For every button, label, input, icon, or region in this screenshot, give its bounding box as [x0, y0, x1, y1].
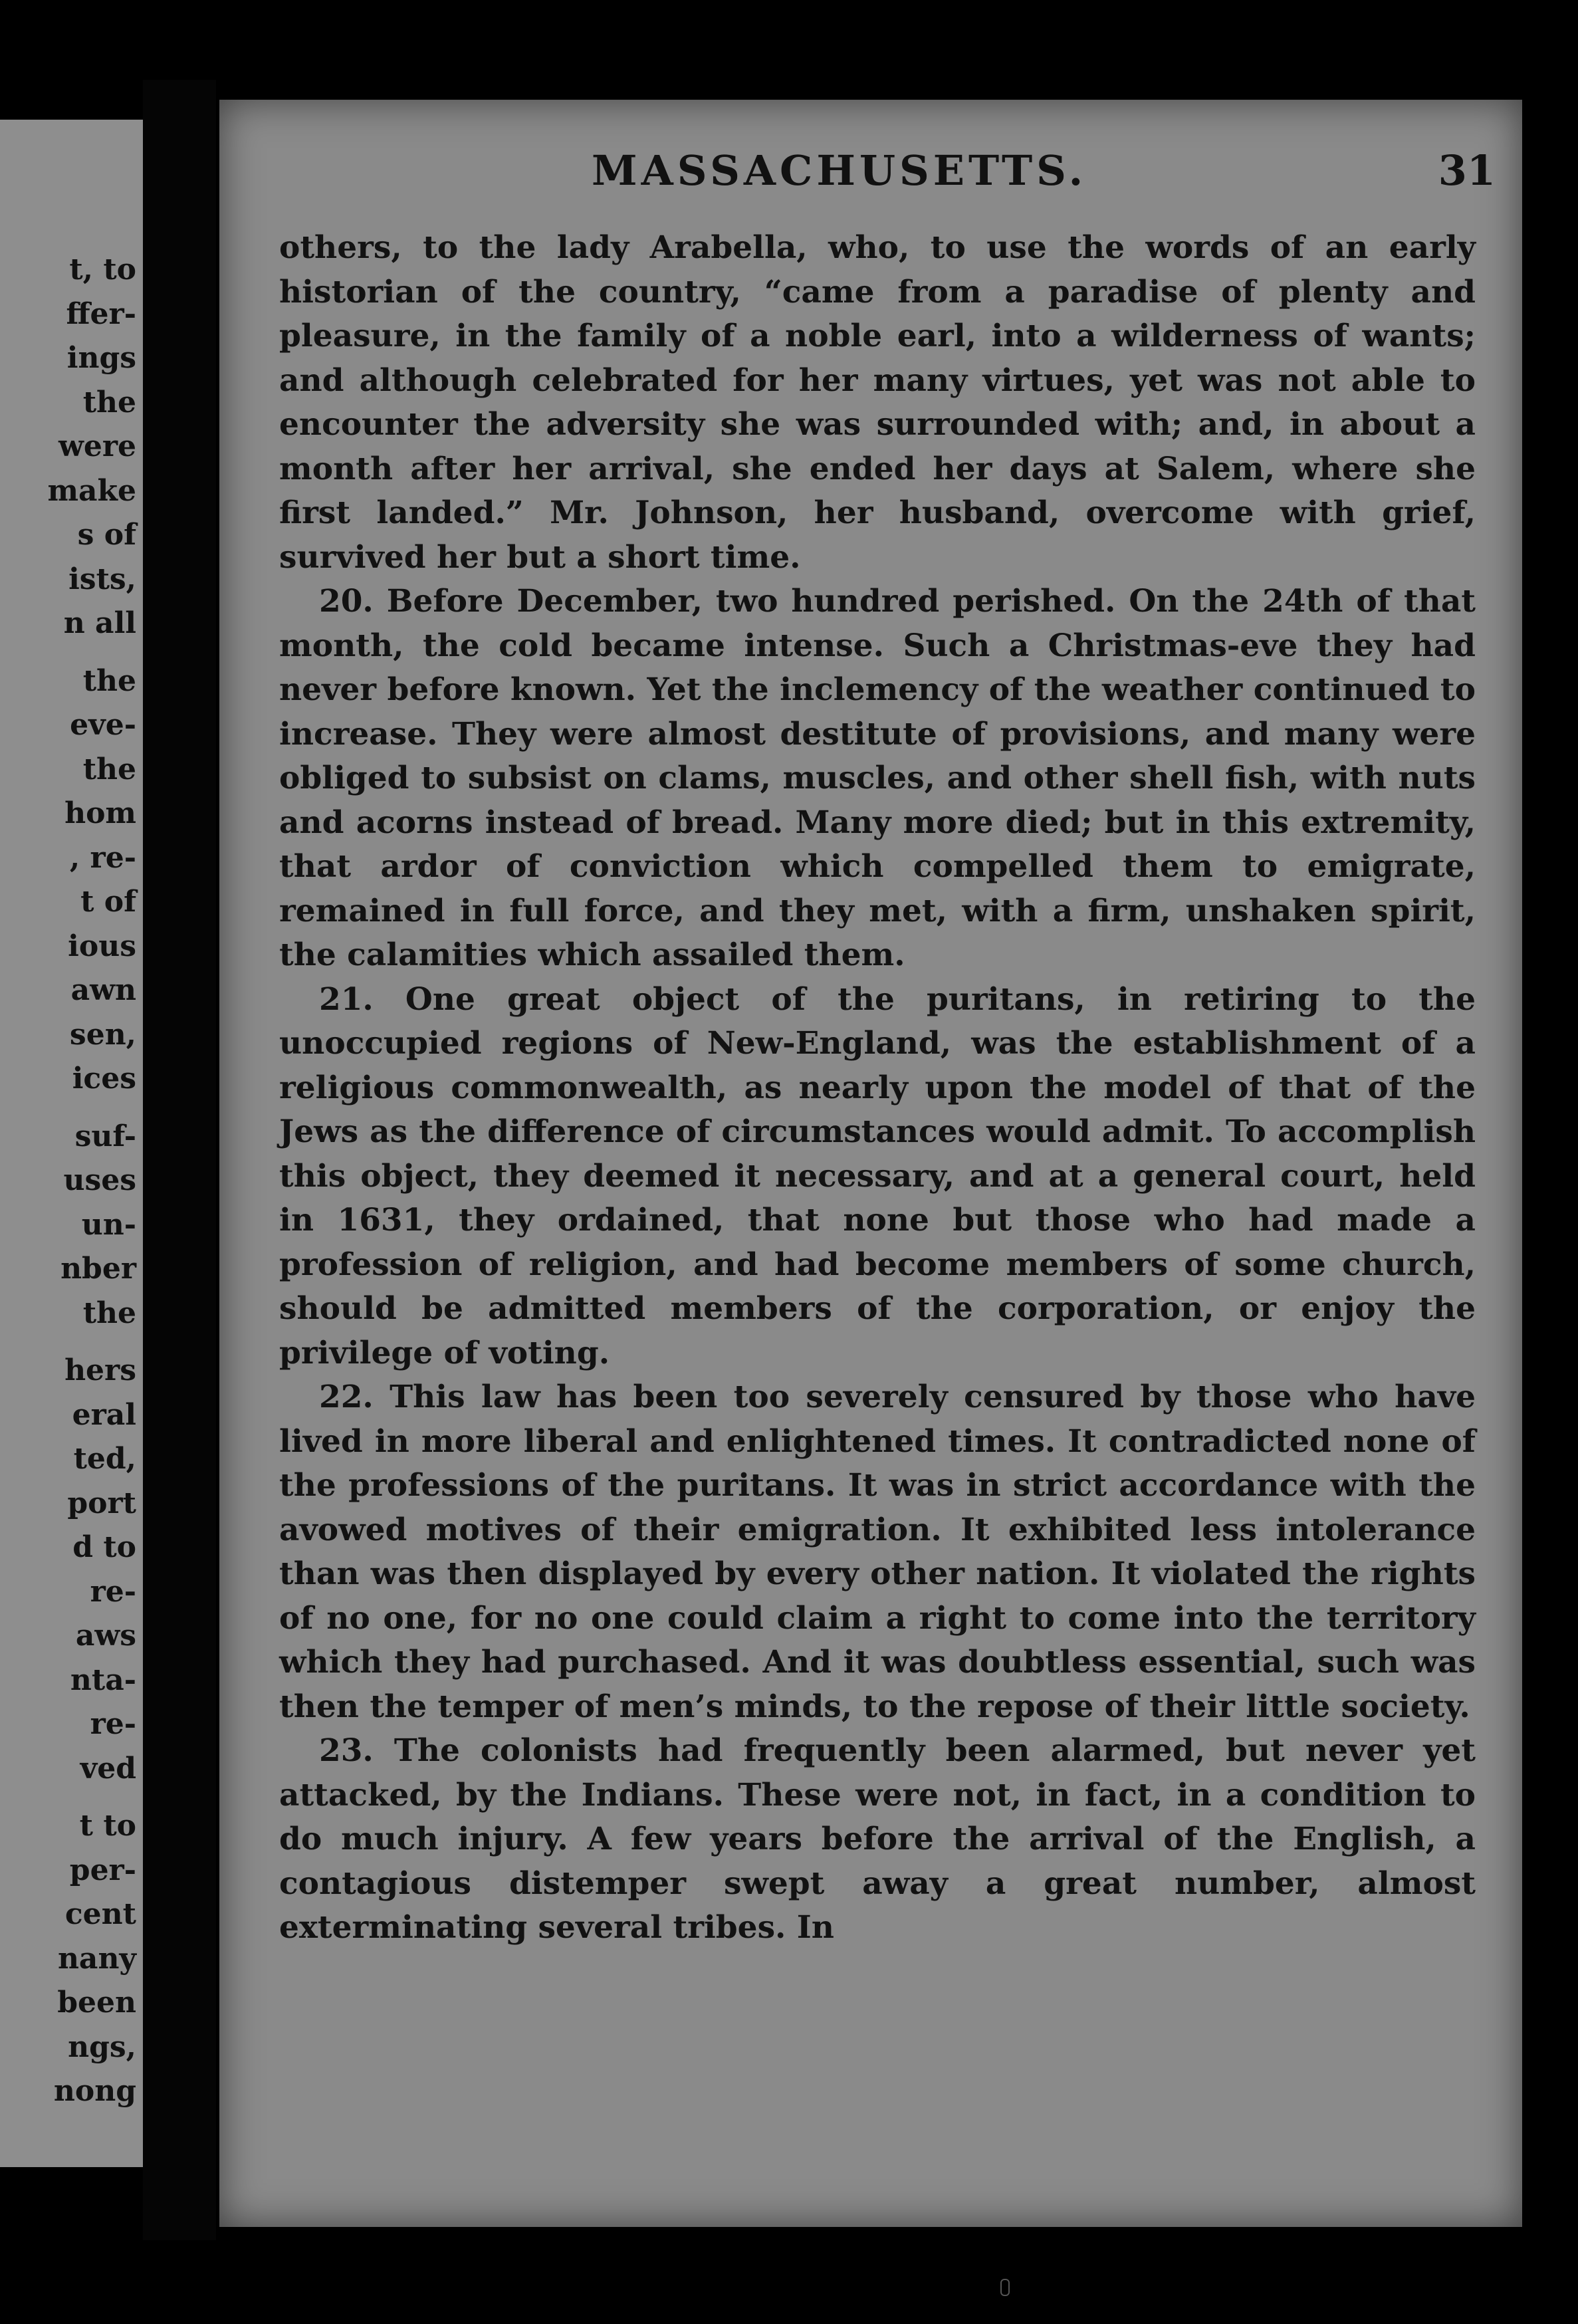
page-gutter: [143, 80, 216, 2240]
left-facing-page: [0, 120, 143, 2167]
left-page-fragment: nany: [57, 1941, 136, 1976]
left-page-fragment: t of: [80, 885, 136, 919]
left-page-fragment: nber: [60, 1252, 136, 1286]
paragraph: 20. Before December, two hundred perished. On the 24th of that month, the cold became intense. Such a Christmas-eve they had never before known. Yet the inclemency of the weather continued to increase. They were almost destitute of provisions, and many were obliged to subsist on clams, muscles, and other shell fish, with nuts and acorns instead of bread. Many more died; but in this extremity, that ardor of conviction which compelled them to emigrate, remained in full force, and they met, with a firm, unshaken spirit, the calamities which assailed them.: [279, 583, 1476, 973]
left-page-fragment: make: [47, 473, 136, 508]
main-page: [219, 100, 1522, 2227]
left-page-fragment: d to: [72, 1530, 136, 1564]
paragraph: 23. The colonists had frequently been alarmed, but never yet attacked, by the Indians. These were not, in fact, in a condition to do much injury. A few years before the arrival of the English, a contagious distemper swept away a great number, almost exterminating several tribes. In: [279, 1732, 1476, 1946]
left-page-fragment: port: [67, 1486, 136, 1520]
left-page-fragment: ings: [66, 341, 136, 375]
left-page-fragment: hom: [64, 796, 136, 830]
left-page-fragment: re-: [90, 1707, 136, 1741]
left-page-fragment: were: [58, 429, 136, 463]
left-page-fragment: sen,: [69, 1017, 136, 1052]
left-page-fragment: the: [82, 1296, 136, 1330]
left-page-fragment: the: [82, 663, 136, 698]
running-head: MASSACHUSETTS.: [592, 146, 1087, 195]
left-page-fragment: ists,: [68, 562, 136, 596]
left-page-fragment: ngs,: [68, 2030, 136, 2064]
left-page-fragment: suf-: [74, 1119, 136, 1153]
left-page-fragment: nong: [53, 2074, 136, 2108]
paragraph: 22. This law has been too severely censured by those who have lived in more liberal and enlightened times. It contradicted none of the professions of the puritans. It was in strict accordance with the avowed motives of their emigration. It exhibited less intolerance than was then displayed by every other nation. It violated the rights of no one, for no one could claim a right to come into the territory which they had purchased. And it was doubtless essential, such was then the temper of men’s minds, to the repose of their little society.: [279, 1379, 1476, 1725]
left-page-fragment: ices: [72, 1062, 136, 1096]
left-page-fragment: per-: [69, 1853, 136, 1887]
left-page-fragment: ved: [80, 1751, 136, 1786]
left-page-fragment: eral: [72, 1397, 136, 1432]
body-text: [279, 226, 1476, 1950]
paragraph: others, to the lady Arabella, who, to use the words of an early historian of the country, “came from a paradise of plenty and pleasure, in the family of a noble earl, into a wilderness of wants; and although celebrated for her many virtues, yet was not able to encounter the adversity she was surrounded with; and, in about a month after her arrival, she ended her days at Salem, where she first landed.” Mr. Johnson, her husband, overcome with grief, survived her but a short time.: [279, 229, 1476, 576]
left-page-fragment: the: [82, 385, 136, 419]
left-page-fragment: awn: [70, 973, 136, 1007]
left-page-fragment: the: [82, 752, 136, 786]
page-number: 31: [1438, 146, 1496, 195]
left-page-fragment: nta-: [70, 1663, 136, 1697]
left-page-fragment: been: [57, 1986, 136, 2020]
scan-artifact-mark: [1000, 2279, 1010, 2296]
left-page-fragment: cent: [64, 1897, 136, 1931]
left-page-fragment: t, to: [69, 253, 136, 287]
left-page-fragment: t to: [79, 1809, 136, 1843]
left-page-fragment: eve-: [70, 708, 136, 742]
left-page-fragment: un-: [81, 1207, 136, 1242]
paragraph: 21. One great object of the puritans, in retiring to the unoccupied regions of New-England, was the establishment of a religious commonwealth, as nearly upon the model of that of the Jews as the difference of circumstances would admit. To accomplish this object, they deemed it necessary, and at a general court, held in 1631, they ordained, that none but those who had made a profession of religion, and had become members of some church, should be admitted members of the corporation, or enjoy the privilege of voting.: [279, 981, 1476, 1371]
left-page-fragment: ffer-: [66, 296, 136, 331]
left-page-fragment: , re-: [69, 840, 136, 875]
left-page-fragment: hers: [64, 1353, 136, 1387]
left-page-fragment: ted,: [73, 1442, 136, 1476]
left-page-fragment: s of: [77, 518, 136, 552]
left-page-fragment: aws: [75, 1619, 136, 1653]
left-page-fragment: uses: [63, 1163, 136, 1197]
left-page-fragment: ious: [68, 929, 136, 963]
left-page-fragment: n all: [63, 606, 136, 640]
page-header: [219, 146, 1522, 206]
left-page-fragment: re-: [90, 1574, 136, 1609]
